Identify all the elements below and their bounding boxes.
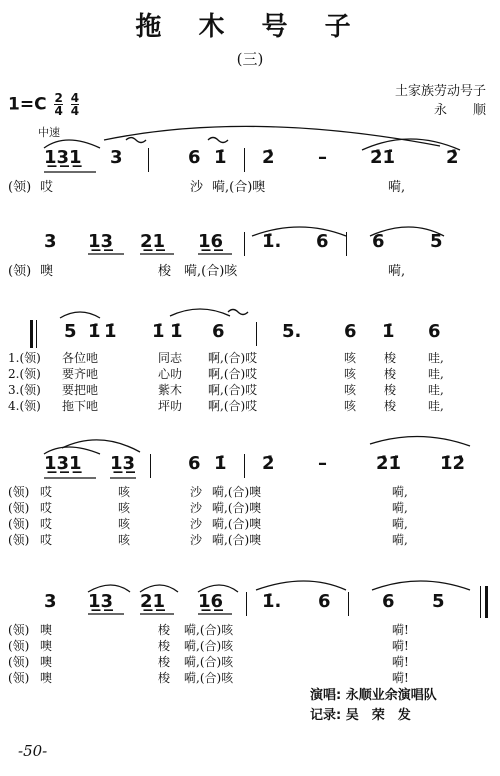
lyric-word: 哎 (40, 180, 54, 195)
note: 5 (64, 321, 77, 342)
lyric-word: 嗬,(合)咳 (184, 655, 234, 669)
lyric-word: 沙 (190, 517, 203, 531)
lyric-lead: 2.(领) (8, 367, 41, 381)
lyric-word: 要把吔 (62, 383, 99, 397)
lyric-word: 要齐吔 (62, 367, 99, 381)
lyric-word: 梭 (384, 399, 397, 413)
lyric-word: 梭 (158, 623, 171, 637)
lyric-word: 嗬, (392, 517, 408, 531)
barline (244, 454, 245, 478)
lyric-word: 嗬, (392, 501, 408, 515)
slur (372, 581, 470, 590)
repeat-end-sign (485, 586, 488, 618)
lyric-word: 咳 (344, 367, 357, 381)
note: 1̇ (214, 147, 227, 168)
lyric-word: 咳 (118, 501, 131, 515)
note: 2̇1̇ (370, 147, 396, 168)
lyric-word: 嗬! (392, 671, 409, 685)
note: 6 (188, 453, 201, 474)
lyric-word: 咳 (118, 485, 131, 499)
lyric-word: 紫木 (158, 383, 183, 397)
lyric-word: 梭 (384, 351, 397, 365)
lyric-word: 噢 (40, 264, 54, 279)
lyric-lead: (领) (8, 655, 30, 669)
lyric-word: 嗬,(合)噢 (212, 517, 262, 531)
note: 1̇ (104, 321, 117, 342)
note: 5 (432, 591, 445, 612)
note: 3 (44, 591, 57, 612)
lyric-word: 哎 (40, 485, 53, 499)
note: 1̇ (382, 321, 395, 342)
lyric-word: 咳 (118, 533, 131, 547)
lyric-word: 嗬, (388, 180, 406, 195)
note: 2̲1̲ (140, 591, 166, 612)
note: 2̇ (446, 147, 459, 168)
lyric-word: 啊,(合)哎 (208, 367, 258, 381)
lyric-word: 梭 (158, 639, 171, 653)
note: 1̇ (152, 321, 165, 342)
trill-mark (208, 138, 228, 143)
lyric-word: 嗬,(合)咳 (184, 623, 234, 637)
lyric-word: 沙 (190, 485, 203, 499)
note: 3 (44, 231, 57, 252)
lyric-word: 嗬, (392, 533, 408, 547)
lyric-word: 噢 (40, 655, 53, 669)
lyric-word: 哎 (40, 533, 53, 547)
key-signature (8, 92, 79, 117)
lyric-word: 哎 (40, 517, 53, 531)
trill-mark (126, 138, 146, 143)
note: 1̲6̲ (198, 231, 224, 252)
lyric-lead: 4.(领) (8, 399, 41, 413)
lyric-word: 哇, (428, 367, 444, 381)
note: 2̇ (262, 453, 275, 474)
notation-line-5 (0, 592, 500, 626)
barline (244, 148, 245, 172)
note: 1̲3̲ (88, 591, 114, 612)
note: 5. (282, 321, 302, 342)
notation-line-1 (0, 148, 500, 182)
lyric-word: 梭 (158, 264, 172, 279)
page-number: -50- (18, 742, 48, 760)
lyric-lead: (领) (8, 533, 30, 547)
lyric-word: 嗬,(合)噢 (212, 485, 262, 499)
lyric-word: 咳 (118, 517, 131, 531)
slur (256, 581, 346, 590)
lyric-word: 梭 (384, 383, 397, 397)
note: 6 (212, 321, 225, 342)
lyric-lead: (领) (8, 485, 30, 499)
barline (256, 322, 257, 346)
lyric-word: 坪叻 (158, 399, 183, 413)
note: 2̇1̇ (376, 453, 402, 474)
trill-mark (228, 310, 248, 315)
lyric-lead: (领) (8, 623, 30, 637)
barline (148, 148, 149, 172)
note: 1̲3̲1̲ (44, 147, 82, 168)
barline (348, 592, 349, 616)
lyric-lead: 1.(领) (8, 351, 41, 365)
note: 6 (316, 231, 329, 252)
lyric-lead: (领) (8, 264, 32, 279)
barline (346, 232, 347, 256)
lyric-word: 哇, (428, 383, 444, 397)
lyric-word: 嗬! (392, 639, 409, 653)
lyric-word: 沙 (190, 533, 203, 547)
note: 6 (344, 321, 357, 342)
source-ethnic: 土家族劳动号子 (394, 84, 486, 99)
lyric-lead: (领) (8, 180, 32, 195)
lyric-word: 啊,(合)哎 (208, 399, 258, 413)
lyric-word: 心叻 (158, 367, 183, 381)
lyric-word: 咳 (344, 399, 357, 413)
lyric-word: 梭 (384, 367, 397, 381)
note: 1̇ (170, 321, 183, 342)
lyric-word: 噢 (40, 623, 53, 637)
lyric-word: 沙 (190, 501, 203, 515)
lyric-word: 嗬,(合)咳 (184, 671, 234, 685)
lyric-word: 啊,(合)哎 (208, 383, 258, 397)
lyric-word: 哇, (428, 351, 444, 365)
lyric-word: 哇, (428, 399, 444, 413)
tie-long (104, 126, 440, 146)
lyric-word: 嗬! (392, 623, 409, 637)
lyric-word: 嗬,(合)噢 (212, 180, 266, 195)
slur (60, 312, 100, 318)
tempo-mark: 中速 (38, 126, 60, 139)
lyric-lead: (领) (8, 501, 30, 515)
lyric-word: 噢 (40, 671, 53, 685)
lyric-word: 梭 (158, 671, 171, 685)
lyric-word: 嗬! (392, 655, 409, 669)
lyric-lead: (领) (8, 517, 30, 531)
singer-credit: 演唱: 永顺业余演唱队 (310, 688, 437, 703)
slur (62, 440, 140, 452)
barline (36, 320, 37, 348)
lyric-lead: 3.(领) (8, 383, 41, 397)
lyric-word: 咳 (344, 351, 357, 365)
note: 1̲3̲1̲ (44, 453, 82, 474)
lyric-word: 拖下吔 (62, 399, 99, 413)
song-source (395, 82, 486, 120)
note: 1̲3̲ (88, 231, 114, 252)
note: – (318, 147, 327, 168)
time-signature-2: $\frac{4}{4}$ (70, 91, 80, 118)
notation-line-2 (0, 232, 500, 266)
lyric-word: 嗬,(合)噢 (212, 533, 262, 547)
barline (150, 454, 151, 478)
repeat-sign (30, 320, 33, 348)
lyric-lead: (领) (8, 639, 30, 653)
page-title: 拖 木 号 子 (135, 12, 365, 42)
note: 1̲3̲ (110, 453, 136, 474)
note: – (318, 453, 327, 474)
note: 6 (372, 231, 385, 252)
note: 1̇ (214, 453, 227, 474)
note: 1̇2̇ (440, 453, 466, 474)
note: 6 (428, 321, 441, 342)
source-place: 永 顺 (433, 103, 486, 118)
final-barline (480, 586, 481, 618)
slur (370, 436, 470, 446)
lyric-word: 咳 (344, 383, 357, 397)
time-signature-1: $\frac{2}{4}$ (54, 91, 63, 118)
lyric-word: 嗬,(合)咳 (184, 264, 238, 279)
lyric-word: 啊,(合)哎 (208, 351, 258, 365)
key-label: 1=C (8, 94, 47, 115)
lyric-word: 梭 (158, 655, 171, 669)
lyric-word: 嗬, (388, 264, 406, 279)
note: 2̇ (262, 147, 275, 168)
note: 1̲6̲ (198, 591, 224, 612)
note: 1̇. (262, 591, 282, 612)
barline (246, 592, 247, 616)
lyric-word: 沙 (190, 180, 204, 195)
notation-line-4 (0, 454, 500, 488)
lyric-lead: (领) (8, 671, 30, 685)
note: 6 (188, 147, 201, 168)
slur (170, 309, 230, 316)
lyric-word: 各位吔 (62, 351, 99, 365)
note: 5 (430, 231, 443, 252)
barline (244, 232, 245, 256)
lyric-word: 嗬, (392, 485, 408, 499)
lyric-word: 哎 (40, 501, 53, 515)
lyric-word: 嗬,(合)噢 (212, 501, 262, 515)
section-number: (三) (236, 50, 264, 68)
note: 6 (318, 591, 331, 612)
lyric-word: 噢 (40, 639, 53, 653)
note: 2̲1̲ (140, 231, 166, 252)
note: 1̇ (88, 321, 101, 342)
lyric-word: 嗬,(合)咳 (184, 639, 234, 653)
credits (310, 686, 437, 726)
note: 3 (110, 147, 123, 168)
lyric-word: 同志 (158, 351, 183, 365)
note: 1̇. (262, 231, 282, 252)
recorder-credit: 记录: 吴 荣 发 (310, 708, 411, 723)
note: 6 (382, 591, 395, 612)
